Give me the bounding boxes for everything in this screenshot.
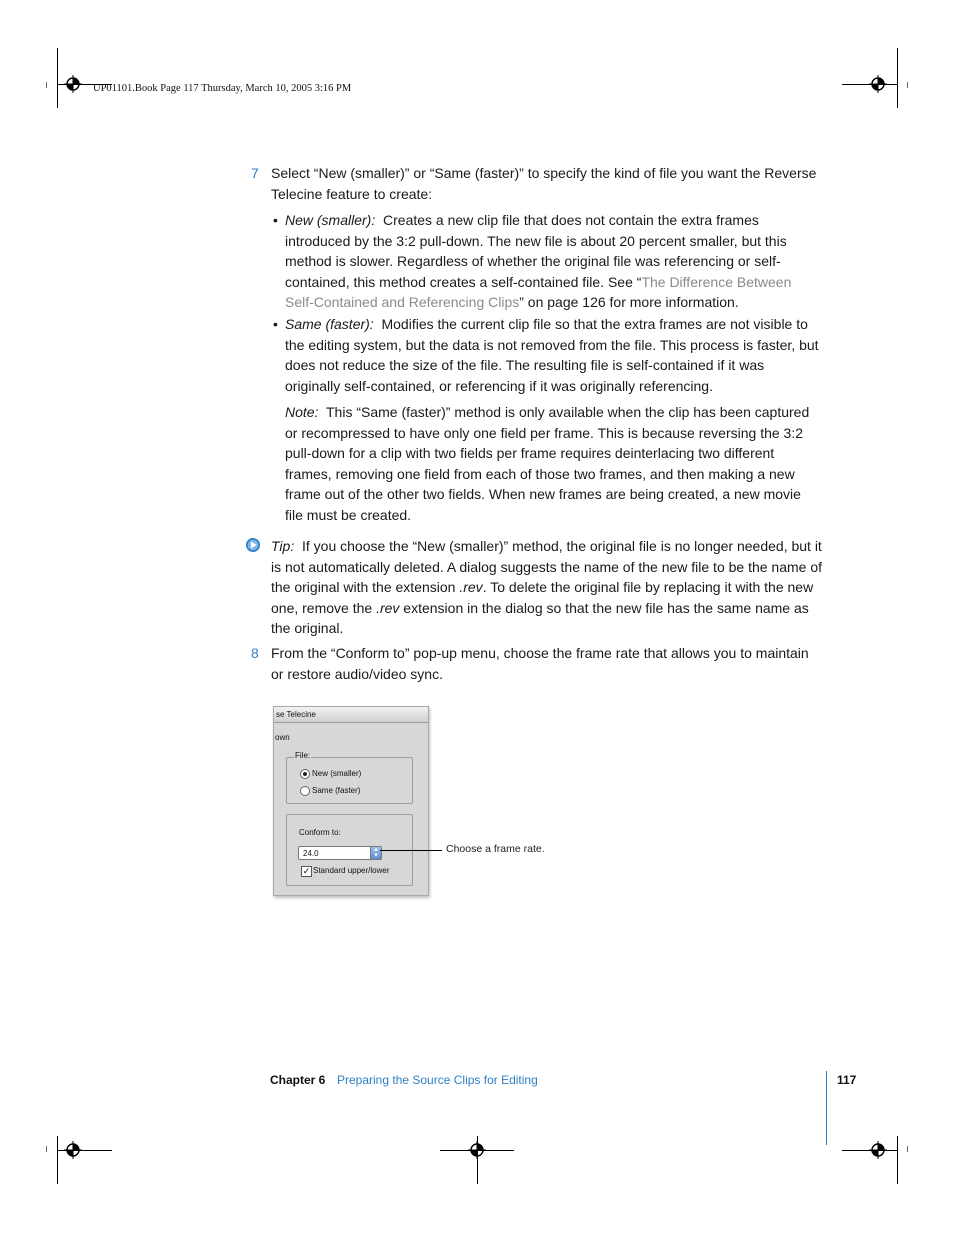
bullet-term: Same (faster): [285, 316, 374, 332]
conform-value: 24.0 [303, 849, 319, 858]
registration-mark-icon [64, 75, 82, 93]
standard-upper-lower-checkbox[interactable]: ✓ [302, 866, 311, 876]
note-paragraph [285, 402, 820, 525]
step-text: From the “Conform to” pop-up menu, choose the frame rate that allows you to maintain or restore audio/video sync. [271, 645, 809, 682]
checkbox-label[interactable]: Standard upper/lower [313, 866, 390, 875]
crop-mark [897, 48, 898, 108]
conform-to-popup[interactable] [298, 846, 382, 860]
tip-text: If you choose the “New (smaller)” method, the original file is no longer needed, but it is not automatically deleted. A dialog suggests the name of the new file to be the name of the original with the extension [271, 538, 823, 595]
crop-tick [46, 1146, 47, 1152]
tip-text: . To delete the original file by replacing it with the new one, remove the [271, 579, 814, 616]
bullet-text: Modifies the current clip file so that the extra frames are not visible to the editing system, but the data is not removed from the file. This process is faster, but does not reduce the size of the file. The resulting file is self-contained if it was originally self-contained, or referencing if it was originally referencing. [285, 316, 819, 394]
page-number: 117 [837, 1073, 857, 1087]
file-extension: .rev [376, 599, 400, 616]
registration-mark-icon [869, 1141, 887, 1159]
popup-arrows-icon: ▴ ▾ [370, 847, 381, 859]
reverse-telecine-dialog [273, 706, 429, 896]
crop-tick [907, 1146, 908, 1152]
crop-tick [907, 82, 908, 88]
bullet-text: Creates a new clip file that does not contain the extra frames introduced by the 3:2 pull-down. The new file is about 20 percent smaller, but this method is slower. Regardless of whether the original file was referencing or self-contained, this method creates a self-contained file. See “ [285, 212, 787, 290]
bullet-marker: • [273, 212, 278, 228]
crop-mark [57, 48, 58, 108]
tip-paragraph [271, 536, 827, 639]
bullet-marker: • [273, 316, 278, 332]
crop-mark [897, 1136, 898, 1184]
registration-mark-icon [64, 1141, 82, 1159]
file-extension: .rev [459, 579, 483, 595]
crop-tick [46, 82, 47, 88]
registration-mark-icon [468, 1141, 486, 1159]
footer-chapter-title[interactable]: Preparing the Source Clips for Editing [337, 1073, 538, 1087]
bullet-text-after: ” on page 126 for more information. [519, 294, 739, 310]
step-text: Select “New (smaller)” or “Same (faster)” to specify the kind of file you want the Reverse Telecine feature to create: [271, 165, 817, 202]
footer-chapter: Chapter 6 [270, 1073, 326, 1087]
tip-label: Tip: [271, 538, 295, 554]
callout-text: Choose a frame rate. [446, 843, 545, 855]
cross-reference-link[interactable]: The Difference Between Self-Contained and Referencing Clips [285, 273, 792, 310]
footer-divider [826, 1071, 827, 1145]
print-header: UP01101.Book Page 117 Thursday, March 10, 2005 3:16 PM [93, 83, 352, 94]
crop-mark [57, 1136, 58, 1184]
tip-text: extension in the dialog so that the new file has the same name as the original. [271, 599, 809, 636]
same-faster-label[interactable]: Same (faster) [312, 786, 361, 795]
note-label: Note: [285, 404, 319, 420]
step-number: 8 [251, 645, 259, 661]
dialog-title: se Telecine [276, 710, 316, 719]
bullet-item [285, 210, 820, 313]
same-faster-radio[interactable] [300, 786, 310, 796]
note-text: This “Same (faster)” method is only available when the clip has been captured or recompressed to have only one field per frame. This is because reversing the 3:2 pull-down for a clip with two fields per frame requires deinterlacing two different frames, removing one field from each of those two frames, and then making a new frame out of the other two fields. When new frames are being created, a new movie file must be created. [285, 404, 810, 523]
dialog-title-bar [274, 707, 428, 723]
callout-line [380, 850, 442, 851]
bullet-term: New (smaller): [285, 212, 376, 228]
dialog-subtitle: own [275, 733, 290, 742]
step-number: 7 [251, 165, 259, 181]
tip-arrow-icon [245, 537, 261, 553]
file-group [286, 757, 413, 804]
new-smaller-label[interactable]: New (smaller) [312, 769, 362, 778]
bullet-item [285, 314, 820, 396]
file-label: File: [295, 751, 311, 760]
new-smaller-radio[interactable] [300, 769, 310, 779]
radio-selected-dot [303, 772, 307, 776]
conform-label: Conform to: [299, 828, 341, 837]
registration-mark-icon [869, 75, 887, 93]
